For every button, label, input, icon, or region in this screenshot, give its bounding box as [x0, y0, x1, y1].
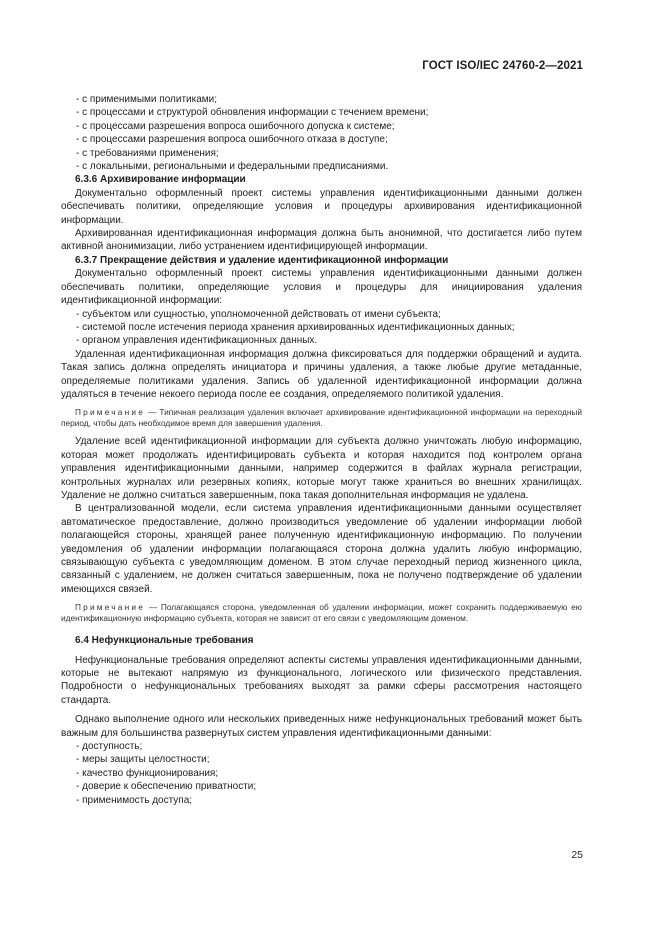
list-item: - с процессами разрешения вопроса ошибочного допуска к системе;: [61, 120, 582, 133]
section-heading-6-4: 6.4 Нефункциональные требования: [75, 635, 254, 647]
paragraph: Нефункциональные требования определяют аспекты системы управления идентификационными данными, которые не вытекают напрямую из функционального, логического или физического представления. Подробности о нефункциональных требованиях выходят за рамки сферы рассмотрения настоящего стандарта.: [61, 654, 582, 706]
list-item: - доверие к обеспечению приватности;: [61, 780, 582, 793]
note-label: Примечание: [75, 407, 146, 418]
list-item: - с процессами и структурой обновления информации с течением времени;: [61, 106, 582, 119]
section-heading-6-3-6: 6.3.6 Архивирование информации: [75, 174, 246, 186]
nonfunctional-requirements-list: [61, 740, 582, 807]
list-item: - с локальными, региональными и федеральными предписаниями.: [61, 160, 582, 173]
note: [61, 602, 582, 624]
list-item: - качество функционирования;: [61, 767, 582, 780]
note-text: — Полагающаяся сторона, уведомленная об удалении информации, может сохранить поддерживаемую ею идентификационную информацию субъекта, которая не зависит от его связи с уведомляющим доменом.: [61, 602, 582, 624]
note-label: Примечание: [75, 602, 146, 613]
document-header: ГОСТ ISO/IEC 24760-2—2021: [422, 60, 583, 72]
list-item: - субъектом или сущностью, уполномоченной действовать от имени субъекта;: [61, 308, 582, 321]
list-item: - применимость доступа;: [61, 794, 582, 807]
note: [61, 407, 582, 429]
paragraph: Документально оформленный проект системы управления идентификационными данными должен обеспечивать политики, определяющие условия и процедуры архивирования идентификационной информации.: [61, 187, 582, 226]
policy-list: [61, 93, 582, 173]
paragraph: В централизованной модели, если система управления идентификационными данными осуществляет автоматическое предоставление, должно производиться уведомление об удалении информации любой полагающейся стороны, хранящей ранее полученную идентификационную информацию. По получении уведомления об удалении информации полагающаяся сторона должна удалить любую информацию, связывающую субъекта с уведомляющим доменом. В этом случае переходный период жизненного цикла, связанный с удалением, не должен считаться завершенным, пока не получено подтверждение об удалении имеющихся связей.: [61, 503, 582, 595]
deletion-initiator-list: [61, 308, 582, 348]
list-item: - органом управления идентификационных данных.: [61, 334, 582, 347]
paragraph: Удаленная идентификационная информация должна фиксироваться для поддержки обращений и аудита. Такая запись должна определять инициатора и причины удаления, а также любые другие метаданные, определяемые политиками удаления. Запись об удаленной идентификационной информации должна удаляться в течение некоего периода после ее создания, определяемого политикой удаления.: [61, 348, 582, 400]
section-heading-6-3-7: 6.3.7 Прекращение действия и удаление идентификационной информации: [75, 254, 449, 266]
page-number: 25: [571, 849, 583, 861]
paragraph: Архивированная идентификационная информация должна быть анонимной, что достигается либо путем активной анонимизации, либо устранением идентифицирующей информации.: [61, 228, 582, 253]
list-item: - меры защиты целостности;: [61, 753, 582, 766]
paragraph: Документально оформленный проект системы управления идентификационными данными должен обеспечивать политики, определяющие условия и процедуры для инициирования удаления идентификационной информации:: [61, 268, 582, 307]
list-item: - доступность;: [61, 740, 582, 753]
list-item: - с процессами разрешения вопроса ошибочного отказа в доступе;: [61, 133, 582, 146]
paragraph: Удаление всей идентификационной информации для субъекта должно уничтожать любую информацию, которая может продолжать идентифицировать субъекта и которая находится под контролем органа управления идентификационными данными, например содержится в файлах журнала регистрации, контрольных журналах или резервных копиях, которые могут также храниться во внешних хранилищах. Удаление не должно считаться завершенным, пока такая дополнительная информация не удалена.: [61, 436, 582, 501]
note-text: — Типичная реализация удаления включает архивирование идентификационной информации на переходный период, чтобы дать необходимое время для завершения удаления.: [61, 407, 583, 429]
page-body: [61, 93, 582, 807]
list-item: - с требованиями применения;: [61, 147, 582, 160]
list-item: - системой после истечения периода хранения архивированных идентификационных данных;: [61, 321, 582, 334]
list-item: - с применимыми политиками;: [61, 93, 582, 106]
paragraph: Однако выполнение одного или нескольких приведенных ниже нефункциональных требований может быть важным для большинства развернутых систем управления идентификационными данными:: [61, 714, 582, 739]
